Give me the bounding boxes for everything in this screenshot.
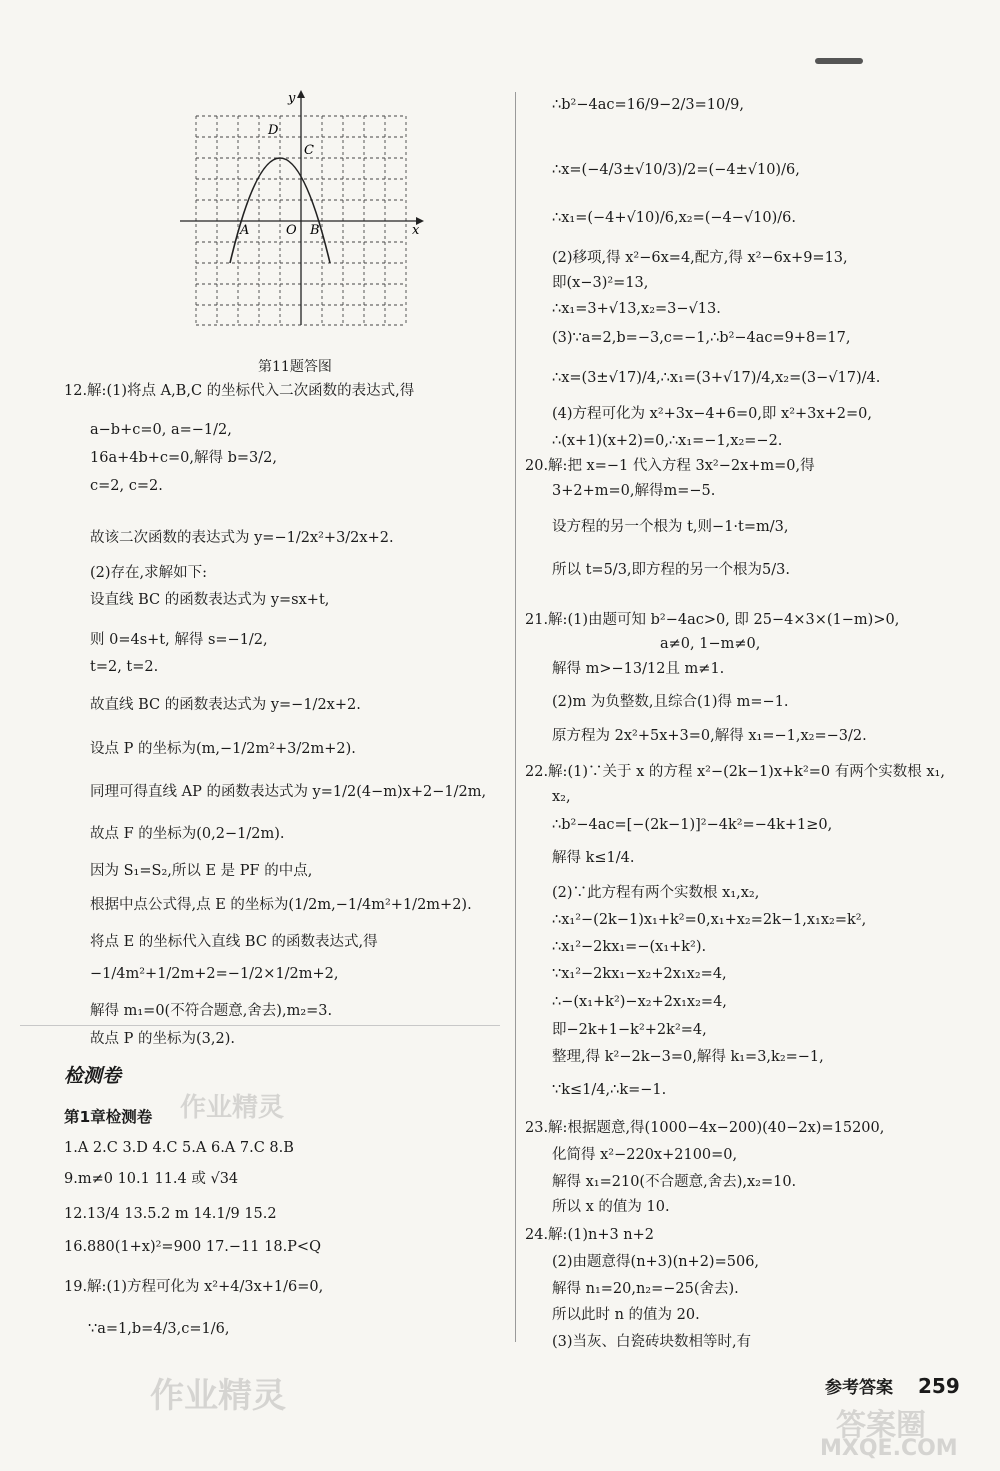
right-line: ∴b²−4ac=[−(2k−1)]²−4k²=−4k+1≥0, <box>552 817 833 833</box>
left-line: 故该二次函数的表达式为 y=−1/2x²+3/2x+2. <box>90 530 394 546</box>
axis-label-y: y <box>288 91 296 106</box>
left-line: 根据中点公式得,点 E 的坐标为(1/2m,−1/4m²+1/2m+2). <box>90 897 472 913</box>
right-line: 23.解:根据题意,得(1000−4x−200)(40−2x)=15200, <box>525 1120 885 1136</box>
left-line: t=2, t=2. <box>90 659 159 675</box>
left-line: 则 0=4s+t, 解得 s=−1/2, <box>90 632 268 648</box>
parabola-curve <box>230 158 330 263</box>
right-line: (3)∵a=2,b=−3,c=−1,∴b²−4ac=9+8=17, <box>552 330 851 346</box>
answer-line: 19.解:(1)方程可化为 x²+4/3x+1/6=0, <box>64 1279 324 1295</box>
right-line: ∴x₁=3+√13,x₂=3−√13. <box>552 301 721 317</box>
right-line: ∵x₁²−2kx₁−x₂+2x₁x₂=4, <box>552 966 727 982</box>
right-line: (3)当灰、白瓷砖块数相等时,有 <box>552 1334 752 1350</box>
answer-line: 16.880(1+x)²=900 17.−11 18.P<Q <box>64 1239 321 1255</box>
y-axis-arrow <box>297 90 305 98</box>
axis-label-x: x <box>412 223 420 238</box>
left-line: 解得 m₁=0(不符合题意,舍去),m₂=3. <box>90 1003 333 1019</box>
point-label-d: D <box>268 123 279 138</box>
right-line: (4)方程可化为 x²+3x−4+6=0,即 x²+3x+2=0, <box>552 406 872 422</box>
left-line: 12.解:(1)将点 A,B,C 的坐标代入二次函数的表达式,得 <box>64 383 415 399</box>
figure-caption: 第11题答图 <box>258 359 332 375</box>
left-line: c=2, c=2. <box>90 478 163 494</box>
right-line: 所以此时 n 的值为 20. <box>552 1307 700 1323</box>
answer-line: 12.13/4 13.5.2 m 14.1/9 15.2 <box>64 1206 277 1222</box>
left-line: 故直线 BC 的函数表达式为 y=−1/2x+2. <box>90 697 361 713</box>
left-line: 设点 P 的坐标为(m,−1/2m²+3/2m+2). <box>90 741 356 757</box>
column-divider <box>515 92 516 1342</box>
right-line: 24.解:(1)n+3 n+2 <box>525 1227 655 1243</box>
right-line: a≠0, 1−m≠0, <box>660 636 761 652</box>
watermark: MXQE.COM <box>820 1436 958 1461</box>
right-line: ∴x₁²−2kx₁=−(x₁+k²). <box>552 939 707 955</box>
left-line: −1/4m²+1/2m+2=−1/2×1/2m+2, <box>90 966 339 982</box>
right-line: 3+2+m=0,解得m=−5. <box>552 483 716 499</box>
right-line: ∴x₁=(−4+√10)/6,x₂=(−4−√10)/6. <box>552 210 797 226</box>
section-title: 检测卷 <box>64 1065 122 1087</box>
right-line: ∴x₁²−(2k−1)x₁+k²=0,x₁+x₂=2k−1,x₁x₂=k², <box>552 912 867 928</box>
right-line: 所以 x 的值为 10. <box>552 1199 670 1215</box>
right-line: 化简得 x²−220x+2100=0, <box>552 1147 738 1163</box>
footer-label: 参考答案 <box>825 1378 893 1398</box>
right-line: (2)∵此方程有两个实数根 x₁,x₂, <box>552 885 760 901</box>
right-line: 原方程为 2x²+5x+3=0,解得 x₁=−1,x₂=−3/2. <box>552 728 867 744</box>
left-line: 同理可得直线 AP 的函数表达式为 y=1/2(4−m)x+2−1/2m, <box>90 784 487 800</box>
right-line: ∴(x+1)(x+2)=0,∴x₁=−1,x₂=−2. <box>552 433 783 449</box>
page-number: 259 <box>918 1374 960 1398</box>
left-line: 将点 E 的坐标代入直线 BC 的函数表达式,得 <box>90 934 378 950</box>
left-line: 故点 F 的坐标为(0,2−1/2m). <box>90 826 285 842</box>
answer-line: ∵a=1,b=4/3,c=1/6, <box>88 1321 230 1337</box>
right-line: 21.解:(1)由题可知 b²−4ac>0, 即 25−4×3×(1−m)>0, <box>525 612 900 628</box>
point-label-b: B <box>310 223 320 238</box>
right-line: ∴b²−4ac=16/9−2/3=10/9, <box>552 97 744 113</box>
chapter-title: 第1章检测卷 <box>64 1108 153 1126</box>
left-line: (2)存在,求解如下: <box>90 565 208 581</box>
watermark: 作业精灵 <box>150 1376 286 1416</box>
section-separator <box>20 1025 500 1026</box>
right-line: (2)由题意得(n+3)(n+2)=506, <box>552 1254 760 1270</box>
right-line: ∵k≤1/4,∴k=−1. <box>552 1082 667 1098</box>
right-line: 解得 x₁=210(不合题意,舍去),x₂=10. <box>552 1174 797 1190</box>
corner-mark <box>815 58 863 64</box>
right-line: ∴x=(−4/3±√10/3)/2=(−4±√10)/6, <box>552 162 800 178</box>
right-line: 即(x−3)²=13, <box>552 275 649 291</box>
point-label-a: A <box>240 223 250 238</box>
right-line: ∴−(x₁+k²)−x₂+2x₁x₂=4, <box>552 994 727 1010</box>
left-line: a−b+c=0, a=−1/2, <box>90 422 232 438</box>
answer-line: 1.A 2.C 3.D 4.C 5.A 6.A 7.C 8.B <box>64 1140 294 1156</box>
watermark: 作业精灵 <box>180 1093 285 1123</box>
right-line: 22.解:(1)∵关于 x 的方程 x²−(2k−1)x+k²=0 有两个实数根 x₁, <box>525 764 945 780</box>
right-line: 所以 t=5/3,即方程的另一个根为5/3. <box>552 562 790 578</box>
right-line: 整理,得 k²−2k−3=0,解得 k₁=3,k₂=−1, <box>552 1049 824 1065</box>
right-line: x₂, <box>552 789 571 805</box>
left-line: 设直线 BC 的函数表达式为 y=sx+t, <box>90 592 330 608</box>
left-line: 因为 S₁=S₂,所以 E 是 PF 的中点, <box>90 863 313 879</box>
right-line: 设方程的另一个根为 t,则−1·t=m/3, <box>552 519 789 535</box>
right-line: 20.解:把 x=−1 代入方程 3x²−2x+m=0,得 <box>525 458 815 474</box>
right-line: (2)m 为负整数,且综合(1)得 m=−1. <box>552 694 789 710</box>
left-line: 故点 P 的坐标为(3,2). <box>90 1031 235 1047</box>
right-line: 解得 k≤1/4. <box>552 850 635 866</box>
parabola-figure <box>178 88 430 328</box>
right-line: ∴x=(3±√17)/4,∴x₁=(3+√17)/4,x₂=(3−√17)/4. <box>552 370 881 386</box>
left-line: 16a+4b+c=0,解得 b=3/2, <box>90 450 277 466</box>
point-label-o: O <box>286 223 297 238</box>
right-line: 解得 m>−13/12且 m≠1. <box>552 661 725 677</box>
right-line: (2)移项,得 x²−6x=4,配方,得 x²−6x+9=13, <box>552 250 848 266</box>
right-line: 即−2k+1−k²+2k²=4, <box>552 1022 707 1038</box>
answer-line: 9.m≠0 10.1 11.4 或 √34 <box>64 1171 239 1187</box>
watermark: 答案圈 <box>836 1408 926 1443</box>
right-line: 解得 n₁=20,n₂=−25(舍去). <box>552 1281 739 1297</box>
point-label-c: C <box>304 143 314 158</box>
